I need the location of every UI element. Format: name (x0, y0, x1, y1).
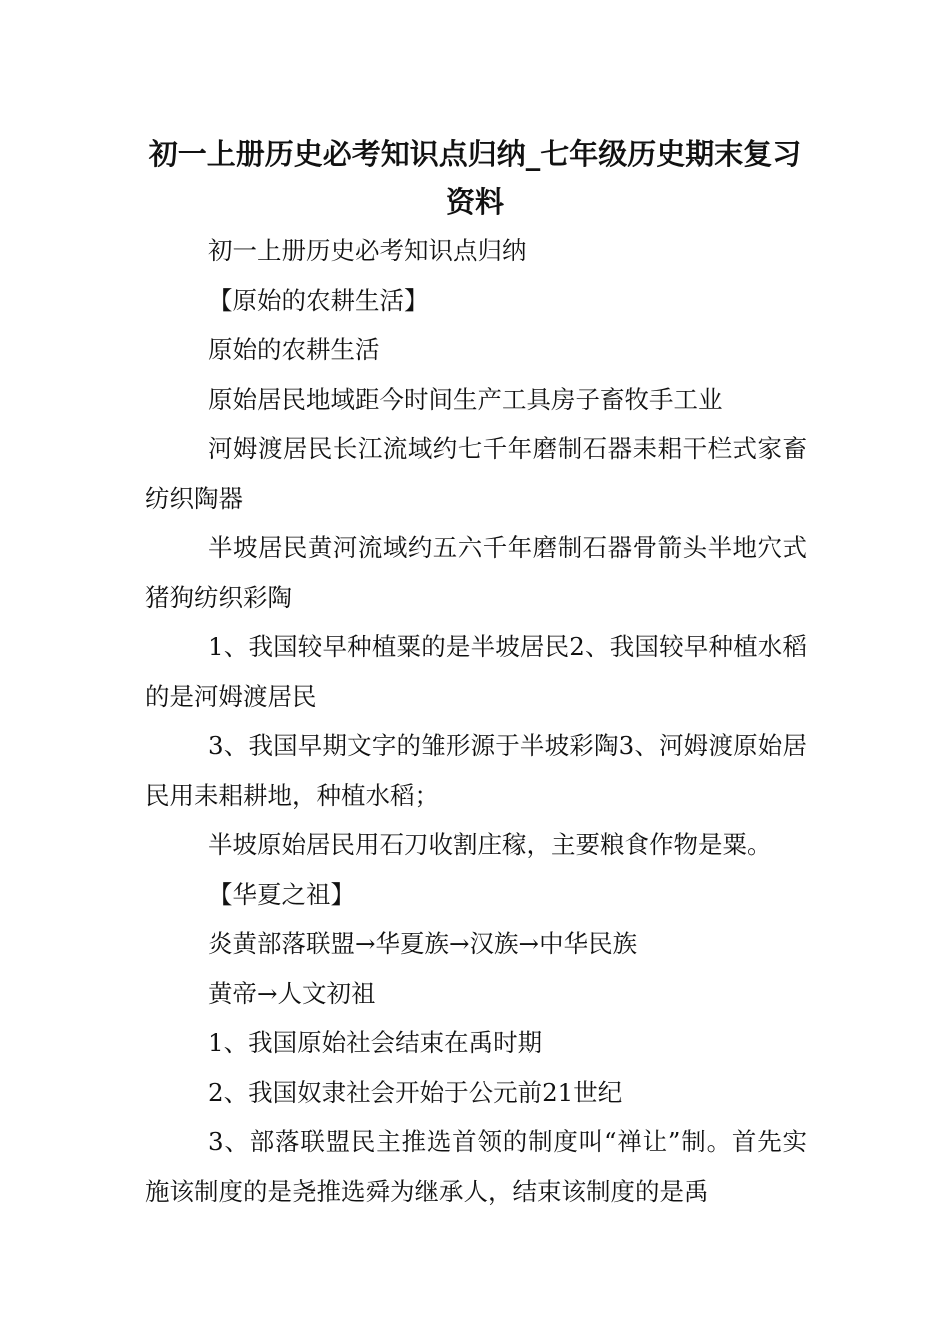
paragraph: 半坡居民黄河流域约五六千年磨制石器骨箭头半地穴式猪狗纺织彩陶 (145, 533, 807, 612)
section-heading-huaxia: 【华夏之祖】 (208, 879, 355, 909)
paragraph: 2、我国奴隶社会开始于公元前21世纪 (208, 1077, 623, 1107)
paragraph: 黄帝→人文初祖 (208, 978, 376, 1008)
paragraph: 1、我国较早种植粟的是半坡居民2、我国较早种植水稻的是河姆渡居民 (145, 632, 807, 711)
paragraph: 原始居民地域距今时间生产工具房子畜牧手工业 (208, 384, 723, 414)
document-body (145, 226, 807, 1216)
document-title: 初一上册历史必考知识点归纳_七年级历史期末复习资料 (148, 137, 802, 219)
paragraph: 1、我国原始社会结束在禹时期 (208, 1028, 543, 1057)
paragraph: 原始的农耕生活 (208, 335, 380, 364)
paragraph-subtitle: 初一上册历史必考知识点归纳 (208, 236, 527, 265)
paragraph: 炎黄部落联盟→华夏族→汉族→中华民族 (208, 929, 638, 958)
paragraph: 河姆渡居民长江流域约七千年磨制石器耒耜干栏式家畜纺织陶器 (145, 434, 807, 513)
paragraph: 3、部落联盟民主推选首领的制度叫“禅让”制。首先实施该制度的是尧推选舜为继承人，结束该制度的是禹 (145, 1127, 807, 1206)
section-heading-farming: 【原始的农耕生活】 (208, 285, 429, 315)
paragraph: 半坡原始居民用石刀收割庄稼，主要粮食作物是粟。 (208, 830, 772, 859)
paragraph: 3、我国早期文字的雏形源于半坡彩陶3、河姆渡原始居民用耒耜耕地，种植水稻； (145, 731, 807, 810)
